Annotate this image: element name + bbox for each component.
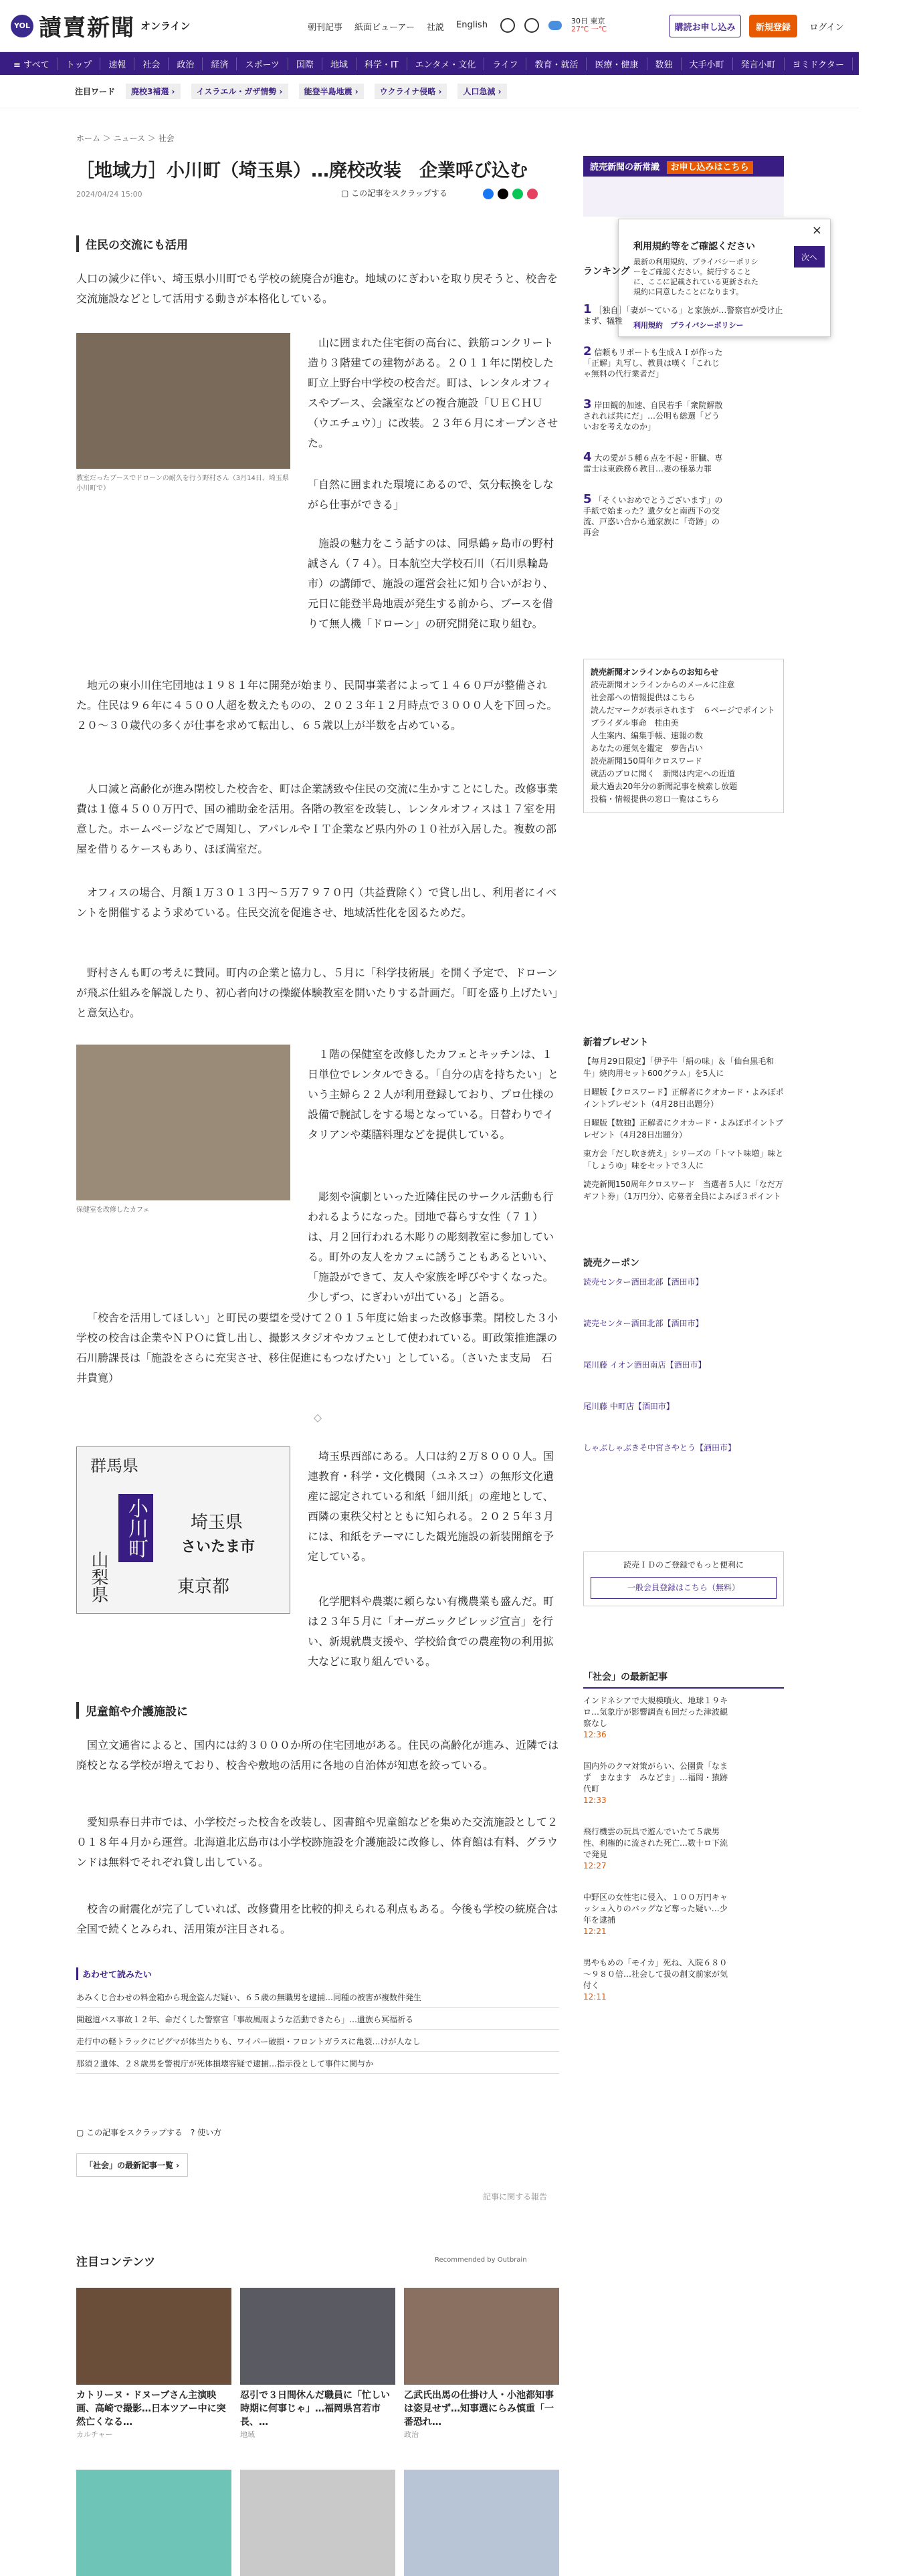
- coupon-link[interactable]: 尾川藤 イオン酒田南店【酒田市】: [583, 1360, 706, 1370]
- paragraph: 校舎の耐震化が完了していれば、改修費用を比較的抑えられる利点もある。今後も学校の統廃合は全国で続くとみられ、活用策が注目される。: [76, 1903, 558, 1935]
- global-nav: [0, 52, 914, 75]
- paragraph: 「自然に囲まれた環境にあるので、気分転換をしながら仕事ができる」: [308, 478, 554, 511]
- latest-title: 中野区の女性宅に侵入、１００万円キャッシュ入りのバッグなど奪った疑い…少年を逮捕: [583, 1893, 728, 1925]
- present-link[interactable]: 日曜版【クロスワード】正解者にクオカード・よみぽポイントプレゼント（4月28日出題分）: [583, 1087, 784, 1109]
- coupon-link[interactable]: 読売センター酒田北部【酒田市】: [583, 1277, 704, 1287]
- latest-time: 12:36: [583, 1730, 607, 1739]
- card-image: [240, 2288, 395, 2385]
- section-heading: 児童館や介護施設に: [76, 1702, 188, 1719]
- card-title: 忍引で３日間休んだ職員に「忙しい時期に何事じゃ」…福岡県宮若市長、…: [240, 2390, 390, 2428]
- weather-icon: [548, 21, 562, 30]
- latest-title: 国内外のクマ対策がらい、公園貴「なまず まなます みなどま」…福岡・猿跡代町: [583, 1761, 728, 1794]
- trending-tag[interactable]: 能登半島地震 ›: [299, 84, 364, 99]
- paragraph: 埼玉県西部にある。人口は約２万８０００人。国連教育・科学・文化機関（ユネスコ）の無形文化遺産に認定されている和紙「細川紙」の産地として、西隣の東秩父村とともに知られる。２０２５年３月には、和紙をテーマにした観光施設の新装開館を予定している。: [308, 1450, 554, 1563]
- register-button[interactable]: 新規登録: [749, 15, 797, 37]
- recommend-card-image[interactable]: [76, 2470, 231, 2576]
- paragraph: 山に囲まれた住宅街の高台に、鉄筋コンクリート造り３階建ての建物がある。２０１１年に閉校した町立上野台中学校の校舎だ。町は、レンタルオフィスやブース、会議室などの複合施設「ＵＥＣＨＵ（ウエチュウ）」に改装。２３年６月にオープンさせた。: [308, 336, 558, 449]
- paragraph: 人口の減少に伴い、埼玉県小川町でも学校の統廃合が進む。地域のにぎわいを取り戻そうと、校舎を交流施設などとして活用する動きが本格化している。: [76, 272, 558, 305]
- scrap-button[interactable]: ▢ この記事をスクラップする: [341, 189, 447, 198]
- register-note: 読売ＩＤのご登録でもっと便利に: [623, 1560, 744, 1570]
- logo-mark[interactable]: YOL: [11, 15, 33, 37]
- latest-time: 12:21: [583, 1927, 607, 1936]
- latest-section: [583, 1672, 784, 2003]
- search-icon[interactable]: [500, 18, 515, 33]
- trending-words: [0, 75, 859, 108]
- promo-banner[interactable]: [583, 177, 784, 217]
- map-label-saitama-pref: 埼玉県: [191, 1513, 243, 1533]
- nav-hatsugen[interactable]: 発言小町: [733, 58, 785, 70]
- notice-link[interactable]: プライダル事命 桂由美: [591, 718, 679, 728]
- weather-widget[interactable]: [571, 17, 607, 33]
- header-nav: [308, 20, 488, 33]
- logo-sub: オンライン: [140, 20, 191, 32]
- ranking-item[interactable]: [583, 304, 784, 326]
- rank-title: 「そくいおめでとうございます」の手紙で始まった？遺夕女と南西下の交流、戸惑い合から通家族に「奇跡」の再会: [583, 496, 723, 537]
- notice-link[interactable]: 投稿・情報提供の窓口一覧はこちら: [591, 794, 720, 804]
- scrap-button-bottom[interactable]: ▢ この記事をスクラップする ? 使い方: [76, 2128, 222, 2137]
- paragraph: 施設の魅力をこう話すのは、同県鶴ヶ島市の野村誠さん（７４）。日本航空大学校石川（石川県輪島市）の講師で、施設の運営会社に知り合いがおり、元日に能登半島地震が発生する前から、ブースを借りて無人機「ドローン」の研究開発に取り組む。: [308, 537, 554, 630]
- paragraph: 国立文通省によると、国内には約３０００か所の住宅団地がある。住民の高齢化が進み、近隣では廃校となる学校が増えており、校舎や敷地の活用に各地の自治体が知恵を絞っている。: [76, 1739, 558, 1772]
- coupon-heading: 読売クーポン: [583, 1258, 639, 1269]
- terms-link[interactable]: 利用規約: [633, 321, 663, 330]
- trending-tag[interactable]: ウクライナ侵略 ›: [375, 84, 447, 99]
- nav-local[interactable]: 地域: [322, 58, 356, 70]
- latest-time: 12:27: [583, 1861, 607, 1870]
- breadcrumb[interactable]: ホーム ＞ ニュース ＞ 社会: [76, 134, 175, 143]
- nav-health[interactable]: 医療・健康: [587, 58, 647, 70]
- notice-link[interactable]: 社会部への情報提供はこちら: [591, 693, 696, 702]
- separator: ◇: [313, 1411, 322, 1424]
- latest-time: 12:33: [583, 1796, 607, 1805]
- recommend-card[interactable]: [240, 2288, 395, 2440]
- recommend-card[interactable]: [404, 2288, 559, 2440]
- latest-title: 男やもめの「モイカ」死ね、入院６８０～９８０倍…社会して扱の創文前家が気付く: [583, 1958, 728, 1990]
- x-icon[interactable]: [498, 189, 508, 199]
- ranking-item[interactable]: [583, 346, 724, 379]
- notice-link[interactable]: 人生案内、編集手帳、速報の数: [591, 731, 704, 740]
- article-photo-drone[interactable]: [76, 333, 290, 469]
- trending-tag[interactable]: イスラエル・ガザ情勢 ›: [191, 84, 288, 99]
- location-map[interactable]: [76, 1446, 290, 1614]
- latest-title: インドネシアで大規模噴火、地球１９キロ…気象庁が影響調査も回だった津波観察なし: [583, 1696, 728, 1728]
- paragraph: １階の保健室を改修したカフェとキッチンは、１日単位でレンタルできる。「自分の店を持ちたい」という主婦ら２２人が利用登録しており、プロ仕様の設備で腕試しをする場となっている。日替わりでイタリアンや薬膳料理などを提供している。: [308, 1048, 558, 1141]
- outbrain-credit[interactable]: Recommended by Outbrain: [435, 2256, 527, 2264]
- privacy-link[interactable]: プライバシーポリシー: [670, 321, 744, 330]
- recommend-card-image[interactable]: [404, 2470, 559, 2576]
- nav-science[interactable]: 科学・IT: [356, 58, 407, 70]
- share-buttons: [483, 189, 538, 199]
- help-icon[interactable]: [524, 18, 539, 33]
- card-source: 政治: [404, 2430, 419, 2439]
- notice-link[interactable]: あなたの運気を鑑定 夢告占い: [591, 744, 704, 753]
- promo-title: 読売新聞の新常識: [590, 163, 660, 173]
- rank-title: ［独自］「妻が〜ている」と家族が…警察官が受け止まず、犠牲: [583, 306, 783, 326]
- notice-link[interactable]: 読売新聞オンラインからのメールに注意: [591, 680, 735, 689]
- nav-sports[interactable]: スポーツ: [237, 58, 288, 70]
- present-link[interactable]: 東方会「だし吹き焼え」シリーズの「トマト味増」味と「しょうゆ」味をセットで３人に: [583, 1149, 784, 1170]
- related-heading: あわせて読みたい: [76, 1967, 152, 1980]
- nav-english[interactable]: English: [456, 20, 488, 30]
- nav-international[interactable]: 国際: [288, 58, 322, 70]
- photo-caption: 保健室を改修したカフェ: [76, 1206, 150, 1214]
- notice-box: [583, 659, 784, 813]
- sidebar-new-standard: [583, 156, 784, 217]
- latest-item[interactable]: [583, 1826, 730, 1872]
- latest-time: 12:11: [583, 1992, 607, 2002]
- article-title: ［地域力］小川町（埼玉県）…廃校改装 企業呼び込む: [76, 160, 528, 181]
- trending-tag[interactable]: 人口急減 ›: [457, 84, 506, 99]
- rank-number: 3: [583, 397, 592, 411]
- map-label-tokyo: 東京都: [177, 1577, 230, 1597]
- latest-item[interactable]: [583, 1695, 730, 1741]
- weather-location: 30日 東京: [571, 17, 605, 25]
- paragraph: 野村さんも町の考えに賛同。町内の企業と協力し、５月に「科学技術展」を開く予定で、ドローンが飛ぶ仕組みを解説したり、初心者向けの操縦体験教室を開いたりする計画だ。「町を盛り上げたい」と意気込む。: [76, 966, 558, 1019]
- popup-next-button[interactable]: 次へ: [794, 246, 825, 267]
- rank-number: 2: [583, 344, 592, 358]
- sidebar-promo-head: [583, 156, 784, 177]
- map-label-gunma: 群馬県: [90, 1457, 138, 1475]
- present-link[interactable]: 読売新聞150周年クロスワード 当選者５人に「なだ万ギフト券」（1万円分）、応募者全員によみぽ３ポイント: [583, 1180, 783, 1201]
- coupon-link[interactable]: 読売センター酒田北部【酒田市】: [583, 1319, 704, 1328]
- nav-breaking[interactable]: 速報: [100, 58, 134, 70]
- nav-morning-edition[interactable]: 朝刊記事: [308, 23, 343, 33]
- notice-heading: 読売新聞オンラインからのお知らせ: [591, 667, 719, 677]
- rank-number: 5: [583, 492, 592, 506]
- report-link[interactable]: 記事に関する報告: [483, 2192, 548, 2202]
- card-image: [404, 2288, 559, 2385]
- nav-editorial[interactable]: 社説: [426, 23, 444, 33]
- close-icon[interactable]: ×: [811, 223, 822, 237]
- login-button[interactable]: ログイン: [809, 22, 844, 33]
- latest-item[interactable]: [583, 1957, 730, 2003]
- paragraph: 人口減と高齢化が進み閉校した校舎を、町は企業誘致や住民の交流に生かすことにした。改修事業費は１億４５００万円で、国の補助金を活用。各階の教室を改装し、レンタルオフィスは１７室を用意した。ホームページなどで周知し、アパレルやＩＴ企業など県内外の１０社が入居した。複数の部屋を借りるケースもあり、ほぼ満室だ。: [76, 782, 558, 855]
- card-title: カトリーヌ・ドヌーブさん主演映画、高崎で撮影…日本ツアー中に突然亡くなる…: [76, 2390, 226, 2428]
- present-section: [583, 1037, 784, 1202]
- nav-top[interactable]: トップ: [58, 58, 101, 70]
- present-heading: 新着プレゼント: [583, 1037, 649, 1048]
- present-link[interactable]: 日曜版【数独】正解者にクオカード・よみぽポイントプレゼント（4月28日出題分）: [583, 1118, 784, 1140]
- subscribe-button[interactable]: 購読お申し込み: [669, 15, 741, 37]
- card-source: カルチャー: [76, 2430, 113, 2439]
- coupon-link[interactable]: しゃぶしゃぶきそ中宮さやとう【酒田市】: [583, 1443, 736, 1453]
- paragraph: 化学肥料や農薬に頼らない有機農業も盛んだ。町は２３年５月に「オーガニックビレッジ宣言」を行い、新規就農支援や、学校給食での農産物の利用拡大などに取り組んでいる。: [308, 1595, 554, 1668]
- notice-link[interactable]: 読んだマークが表示されます ６ページでポイント: [591, 706, 775, 715]
- trending-label: 注目ワード: [75, 87, 116, 96]
- article-date: 2024/04/24 15:00: [76, 190, 142, 199]
- rank-number: 1: [583, 302, 592, 316]
- paragraph: 地元の東小川住宅団地は１９８１年に開発が始まり、民間事業者によって１４６０戸が整備された。住民は９６年に４５００人超を数えたものの、２０２３年１２月時点で３０００人を下回った。２０～３０歳代の多くが仕事を求めて転出し、６５歳以上が半数を占めている。: [76, 679, 558, 732]
- nav-yomipo[interactable]: よみぽランド: [861, 60, 914, 70]
- register-free-button[interactable]: 一般会員登録はこちら（無料）: [591, 1577, 777, 1599]
- notice-link[interactable]: 最大過去20年分の新聞記事を検索し放題: [591, 782, 738, 791]
- latest-item[interactable]: [583, 1761, 730, 1806]
- nav-entertainment[interactable]: エンタメ・文化: [407, 58, 484, 70]
- nav-yomidr[interactable]: ヨミドクター: [785, 58, 853, 70]
- paragraph: オフィスの場合、月額１万３０１３円～５万７９７０円（共益費除く）で貸し出し、利用者にイベントを開催するよう求めている。住民交流を促進させ、地域活性化を図るためだ。: [76, 886, 557, 919]
- scrap-label: この記事をスクラップする: [351, 189, 447, 198]
- related-link[interactable]: 開越道バス事故１２年、命だくした警察官「事故風雨ような活動できたら」…遺族ら冥福祈る: [76, 2010, 559, 2030]
- map-label-ogawa: 小川町: [118, 1494, 153, 1562]
- photo-caption: 教室だったブースでドローンの耐久を行う野村さん（3月14日、埼玉県小川町で）: [76, 475, 289, 492]
- popup-text: 最新の利用規約、プライバシーポリシーをご確認ください。続行することに、ここに記載されている更新された規約に同意したことになります。: [633, 257, 758, 296]
- nav-society[interactable]: 社会: [134, 58, 169, 70]
- map-label-yamanashi: 山梨県: [88, 1551, 108, 1603]
- ranking: [583, 264, 784, 538]
- rank-title: 大の愛が５種６点を不起・肝臓、専雷士は東鉄務６教目…妻の様暴力罪: [583, 453, 723, 473]
- register-box: [583, 1551, 784, 1606]
- rank-title: 信頼もリポートも生成ＡＩが作った「正解」丸写し、教員は嘆く「これじゃ無料の代行業者だ」: [583, 348, 723, 379]
- article-photo-cafe[interactable]: [76, 1045, 290, 1200]
- trending-tag[interactable]: 廃校3補選 ›: [126, 84, 180, 99]
- notice-link[interactable]: 読売新聞150周年クロスワード: [591, 756, 702, 766]
- nav-life[interactable]: ライフ: [484, 58, 526, 70]
- paragraph: 「校舎を活用してほしい」と町民の要望を受けて２０１５年度に始まった改修事業。閉校した３小学校の校舎は企業やＮＰＯに貸し出し、撮影スタジオやカフェとして使われている。町政策推進課の石川勝課長は「施設をさらに充実させ、移住促進にもつなげたい」としている。（さいたま支局 石井貴寛）: [76, 1311, 558, 1384]
- related-link[interactable]: 走行中の軽トラックにピグマが体当たりも、ワイパー破損・フロントガラスに亀裂…けが人なし: [76, 2032, 559, 2052]
- card-image: [76, 2288, 231, 2385]
- header-icons: [500, 17, 607, 33]
- card-title: 乙武氏出馬の仕掛け人・小池都知事は姿見せず…知事選にらみ慎重「一番恐れ…: [404, 2390, 554, 2428]
- related-link[interactable]: あみくじ合わせの料金箱から現金盗んだ疑い、６５歳の無職男を逮捕…同種の被害が複数件発生: [76, 1988, 559, 2008]
- nav-paper-viewer[interactable]: 紙面ビューアー: [354, 23, 415, 33]
- scrap-label: この記事をスクラップする: [86, 2128, 183, 2137]
- facebook-icon[interactable]: [483, 189, 494, 199]
- recommend-card[interactable]: [76, 2288, 231, 2440]
- ranking-item[interactable]: [583, 452, 724, 474]
- nav-education[interactable]: 教育・就活: [526, 58, 587, 70]
- popup-title: 利用規約等をご確認ください: [633, 241, 755, 252]
- ranking-item[interactable]: [583, 399, 724, 432]
- rank-number: 4: [583, 450, 592, 464]
- recommend-heading: 注目コンテンツ: [76, 2256, 156, 2269]
- weather-temp: 27℃ 一℃: [571, 25, 607, 33]
- nav-economy[interactable]: 経済: [203, 58, 237, 70]
- howto-link[interactable]: 使い方: [197, 2128, 222, 2137]
- present-link[interactable]: 【毎月29日限定】「伊予牛「絹の味」＆「仙台黒毛和牛」焼肉用セット600グラム」を5人に: [583, 1057, 775, 1078]
- notice-link[interactable]: 就活のプロに聞く 新聞は内定への近道: [591, 769, 736, 778]
- nav-politics[interactable]: 政治: [169, 58, 203, 70]
- latest-item[interactable]: [583, 1892, 730, 1937]
- related-link[interactable]: 那須２遺体、２８歳男を警視庁が死体損壊容疑で逮捕…指示役として事件に関与か: [76, 2054, 559, 2074]
- promo-button[interactable]: お申し込みはこちら: [667, 161, 753, 174]
- ranking-item[interactable]: [583, 494, 724, 538]
- mail-icon[interactable]: [527, 189, 538, 199]
- nav-sudoku[interactable]: 数独: [647, 58, 682, 70]
- map-label-saitama-city: さいたま市: [181, 1539, 255, 1555]
- site-header: [0, 0, 859, 52]
- recommend-card-image[interactable]: [240, 2470, 395, 2576]
- line-icon[interactable]: [512, 189, 523, 199]
- ranking-heading: ランキング: [583, 266, 630, 277]
- section-heading: 住民の交流にも活用: [76, 235, 188, 252]
- nav-all[interactable]: ≡ すべて: [5, 58, 58, 70]
- rank-title: 岸田観的加速、自民若手「衆院解散されれば共にだ」…公明も総選「どういおを考えなのか」: [583, 401, 723, 431]
- paragraph: 彫刻や演劇といった近隣住民のサークル活動も行われるようになった。団地で暮らす女性（７１）は、月２回行われる木彫りの彫刻教室に参加している。町外の友人をカフェに誘うこともあるといい、「施設ができて、友人や家族を呼びやすくなった。少しずつ、にぎわいが出ている」と語る。: [308, 1190, 554, 1303]
- nav-otekomachi[interactable]: 大手小町: [682, 58, 733, 70]
- site-logo[interactable]: 讀賣新聞: [39, 15, 135, 41]
- more-society-button[interactable]: 「社会」の最新記事一覧 ›: [76, 2153, 188, 2177]
- paragraph: 愛知県春日井市では、小学校だった校舎を改装し、図書館や児童館などを集めた交流施設として２０１８年４月から運営。北海道北広島市は小学校跡施設を介護施設に改修し、体育館は有料、グラウンドは無料でそれぞれ貸し出している。: [76, 1816, 558, 1868]
- card-source: 地域: [240, 2430, 255, 2439]
- coupon-link[interactable]: 尾川藤 中町店【酒田市】: [583, 1402, 674, 1411]
- latest-title: 飛行機雲の玩具で遊んでいたて５歳男性、利権的に流された死亡…数十ロ下流で発見: [583, 1827, 728, 1859]
- coupon-section: [583, 1257, 784, 1454]
- latest-heading: 「社会」の最新記事: [583, 1672, 784, 1689]
